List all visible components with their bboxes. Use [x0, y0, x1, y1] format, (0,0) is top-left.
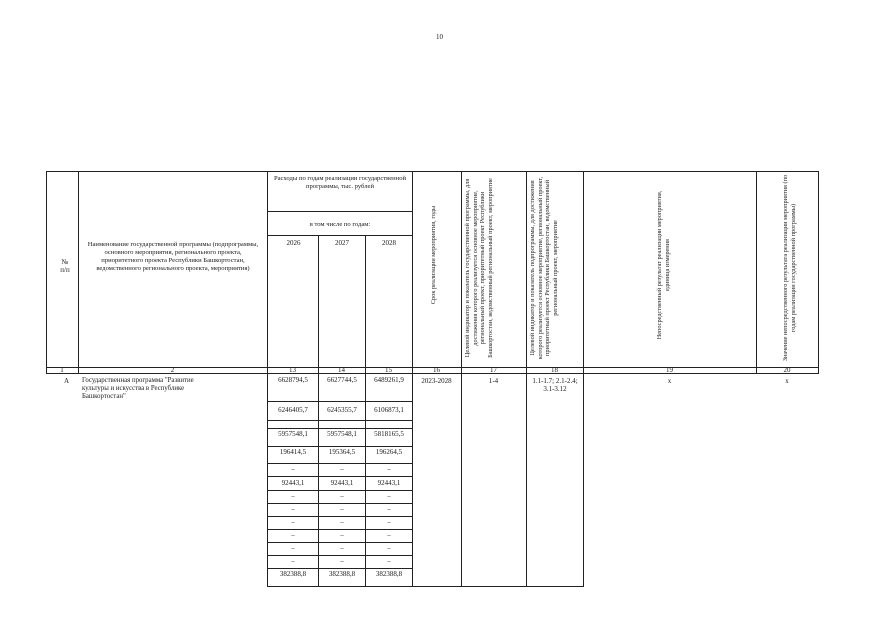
colnum-20: 20 — [783, 366, 791, 374]
value-cell: – — [291, 544, 295, 552]
row-value20: x — [785, 377, 789, 385]
colnum-15: 15 — [385, 366, 392, 374]
value-cell: – — [340, 557, 344, 565]
row-result19: x — [667, 377, 672, 385]
value-cell: 5957548,1 — [327, 430, 357, 438]
colnum-14: 14 — [338, 366, 345, 374]
colnum-18: 18 — [551, 366, 558, 374]
colnum-1: 1 — [60, 366, 64, 374]
colnum-17: 17 — [490, 366, 497, 374]
value-cell: – — [387, 492, 391, 500]
value-cell: 6246405,7 — [278, 406, 308, 414]
value-cell: – — [340, 531, 344, 539]
header-col-num: № п/п — [60, 258, 70, 274]
header-col19: Непосредственный результат реализации мероприятия, единица измерения — [656, 190, 671, 340]
value-cell: – — [291, 531, 295, 539]
header-col20: Значение непосредственного результата реализации мероприятия (по годам реализации государственной программы) — [782, 174, 797, 362]
value-cell: 195364,5 — [328, 448, 356, 456]
colnum-19: 19 — [666, 366, 673, 374]
value-cell: – — [291, 518, 295, 526]
row-period: 2023-2028 — [421, 377, 452, 385]
page-number: 10 — [436, 33, 443, 41]
header-including: в том числе по годам: — [309, 221, 371, 228]
header-col18: Целевой индикатор и показатель подпрограммы, для достижения которого реализуется основное мероприятие, региональный проект, приоритетный проект Республики Башкортостан, ведомственный региональный проект, мероприятие — [529, 176, 559, 360]
value-cell: – — [387, 518, 391, 526]
header-year-2026: 2026 — [286, 239, 301, 247]
header-col16: Срок реализации мероприятия, годы — [430, 205, 437, 305]
value-cell: 6489261,9 — [374, 376, 404, 384]
value-cell: – — [340, 544, 344, 552]
value-cell: – — [291, 505, 295, 513]
value-cell: – — [291, 557, 295, 565]
header-year-2028: 2028 — [382, 239, 396, 247]
value-cell: – — [340, 518, 344, 526]
header-year-2027: 2027 — [335, 239, 349, 247]
value-cell: 6627744,5 — [327, 376, 357, 384]
value-cell: 382388,8 — [279, 570, 307, 578]
colnum-13: 13 — [289, 366, 296, 374]
value-cell: – — [387, 465, 391, 473]
header-col17: Целевой индикатор и показатель государственной программы, для достижения которого реализуется основное мероприятие, региональный проект, приоритетный проект Республики Башкортостан, ведомственный региональный проект, мероприятие — [464, 178, 494, 358]
value-cell: – — [387, 557, 391, 565]
value-cell: 6628794,5 — [278, 376, 308, 384]
value-cell: 6245355,7 — [327, 406, 357, 414]
value-cell: – — [340, 505, 344, 513]
value-cell: 5818165,5 — [374, 430, 404, 438]
value-cell: – — [291, 492, 295, 500]
value-cell: – — [340, 465, 344, 473]
value-cell: 92443,1 — [330, 479, 354, 487]
row-id: А — [64, 377, 70, 385]
value-cell: 196264,5 — [375, 448, 403, 456]
value-cell: – — [387, 544, 391, 552]
value-cell: – — [340, 492, 344, 500]
value-cell: 92443,1 — [377, 479, 401, 487]
value-cell: 382388,8 — [328, 570, 356, 578]
value-cell: – — [291, 465, 295, 473]
colnum-16: 16 — [433, 366, 440, 374]
header-expenses: Расходы по годам реализации государственной программы, тыс. рублей — [273, 175, 407, 190]
value-cell: 382388,8 — [375, 570, 403, 578]
row-name: Государственная программа "Развитие культуры и искусства в Республике Башкортостан" — [82, 377, 194, 400]
value-cell: – — [387, 505, 391, 513]
value-cell: – — [387, 531, 391, 539]
value-cell: 92443,1 — [281, 479, 305, 487]
value-cell: 196414,5 — [279, 448, 307, 456]
value-cell: 6106873,1 — [374, 406, 404, 414]
row-indicator18: 1.1-1.7; 2.1-2.4; 3.1-3.12 — [532, 377, 578, 393]
value-cell: 5957548,1 — [278, 430, 308, 438]
colnum-2: 2 — [170, 366, 175, 374]
header-col-name: Наименование государственной программы (подпрограммы, основного мероприятия, регионального проекта, приоритетного проекта Республики Башкортостан, ведомственного регионального проекта, мероприятия) — [87, 241, 259, 272]
row-indicator17: 1-4 — [488, 377, 499, 385]
